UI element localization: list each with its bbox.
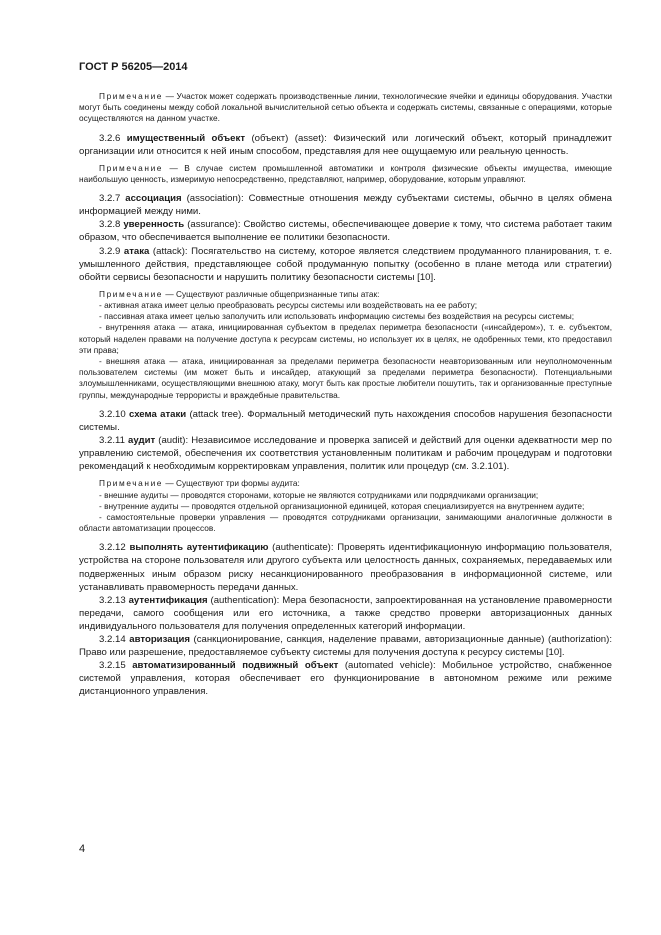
term-3-2-13: 3.2.13 аутентификация (authentication): Мера безопасности, запроектированная на установление правомерности передачи, самого сообщения или его источника, а также средство проверки авторизационных данных индивидуального пользователя для получения определенных категорий информации. (79, 594, 613, 632)
term-name: автоматизированный подвижный объект (132, 660, 339, 672)
term-3-2-8: 3.2.8 уверенность (assurance): Свойство системы, обеспечивающее доверие к тому, что система работает таким образом, что обеспечивается выполнение ее политики безопасности. (79, 219, 612, 244)
list-item: - пассивная атака имеет целью заполучить или использовать информацию системы без воздействия на ресурсы системы; (99, 311, 575, 322)
term-name: авторизация (129, 634, 190, 646)
term-3-2-9: 3.2.9 атака (attack): Посягательство на систему, которое является следствием продуманного планирования, т. е. умышленного действия, представляющее собой продуманную попытку (особенно в плане метода или стратегии) обойти сервисы безопасности и нарушить политику безопасности системы [10]. (79, 245, 612, 283)
note-label: Примечание (99, 288, 164, 299)
note-text: Участок может содержать производственные линии, технологические ячейки и единицы оборудования. Участки могут быть соединены между собой локальной вычислительной сетью объекта и содержать системы, связанные с операциями, которые осуществляются на данном участке. (79, 91, 612, 124)
term-3-2-7: 3.2.7 ассоциация (association): Совместные отношения между субъектами системы, обычно в целях обмена информацией между ними. (79, 193, 612, 218)
list-item: - активная атака имеет целью преобразовать ресурсы системы или воздействовать на ее работу; (99, 300, 478, 311)
note-4: Примечание — Существуют три формы аудита: - внешние аудиты — проводятся сторонами, которые не являются сотрудниками или подрядчиками организации; - внутренние аудиты — проводятся отдельной организационной единицей, которая специализируется на внутреннем аудите; - самостоятельные проверки управления — проводятся сотрудниками организации, занимающими аналогичные должности в области автоматизации процессов. (79, 478, 612, 534)
term-3-2-10: 3.2.10 схема атаки (attack tree). Формальный методический путь нахождения способов нарушения безопасности системы. (79, 408, 612, 433)
list-item: - самостоятельные проверки управления — проводятся сотрудниками организации, занимающими аналогичные должности в области автоматизации процессов. (79, 511, 612, 534)
list-item: - внешняя атака — атака, инициированная за пределами периметра безопасности неавторизованным или неуполномоченным пользователем системы (им может быть и инсайдер, атакующий за пределами периметра безопасности). Потенциальными злоумышленниками, осуществляющими внешнюю атаку, могут быть как простые любители пошутить, так и организованные преступные группы, международные террористы и враждебные правительства. (79, 356, 612, 400)
standard-header: ГОСТ Р 56205—2014 (79, 61, 188, 73)
list-item: - внешние аудиты — проводятся сторонами, которые не являются сотрудниками или подрядчиками организации; (99, 489, 539, 500)
note-intro: Существуют различные общепризнанные типы атак: (175, 288, 380, 299)
term-name: ассоциация (125, 193, 182, 205)
term-name: выполнять аутентификацию (129, 542, 269, 554)
term-name: атака (123, 245, 150, 257)
term-3-2-14: 3.2.14 авторизация (санкционирование, санкция, наделение правами, авторизационные данные) (authorization): Право или разрешение, предоставляемое субъекту системы для получения доступа к ресурсу системы [10]. (79, 634, 613, 659)
term-name: схема атаки (128, 408, 187, 420)
term-3-2-6: 3.2.6 имущественный объект (объект) (asset): Физический или логический объект, который принадлежит организации или относится к ней иным способом, представляя для нее ощущаемую или реальную ценность. (79, 132, 612, 157)
note-intro: Существуют три формы аудита: (175, 478, 300, 489)
note-label: Примечание (99, 162, 164, 173)
note-3: Примечание — Существуют различные общепризнанные типы атак: - активная атака имеет целью преобразовать ресурсы системы или воздействовать на ее работу; - пассивная атака имеет целью заполучить или использовать информацию системы без воздействия на ресурсы системы; - внутренняя атака — атака, инициированная субъектом в пределах периметра безопасности («инсайдером»), т. е. субъектом, который наделен правами на получение доступа к ресурсам системы, но использует их в целях, не одобренных теми, кто предоставил эти права; - внешняя атака — атака, инициированная за пределами периметра безопасности неавторизованным или неуполномоченным пользователем системы (им может быть и инсайдер, атакующий за пределами периметра безопасности). Потенциальными злоумышленниками, осуществляющими внешнюю атаку, могут быть как простые любители пошутить, так и организованные преступные группы, международные террористы и враждебные правительства. (79, 288, 612, 400)
page-number: 4 (79, 843, 86, 855)
term-3-2-15: 3.2.15 автоматизированный подвижный объект (automated vehicle): Мобильное устройство, снабженное системой управления, которая обеспечивает его функционирование в автономном режиме или режиме дистанционного управления. (79, 660, 612, 698)
document-body (79, 91, 612, 699)
note-1: Примечание — Участок может содержать производственные линии, технологические ячейки и единицы оборудования. Участки могут быть соединены между собой локальной вычислительной сетью объекта и содержать системы, связанные с операциями, которые осуществляются на данном участке. (79, 91, 612, 124)
list-item: - внутренние аудиты — проводятся отдельной организационной единицей, которая специализируется на внутреннем аудите; (99, 500, 585, 511)
term-name: аутентификация (128, 594, 208, 606)
note-text: В случае систем промышленной автоматики и контроля физические объекты имущества, имеющие наибольшую ценность, измеримую непосредственно, представляют, например, оборудование, которым управляют. (79, 162, 612, 184)
term-name: аудит (128, 435, 156, 447)
note-label: Примечание (99, 478, 164, 489)
note-2: Примечание — В случае систем промышленной автоматики и контроля физические объекты имущества, имеющие наибольшую ценность, измеримую непосредственно, представляют, например, оборудование, которым управляют. (79, 162, 612, 184)
note-label: Примечание (99, 91, 164, 101)
term-name: уверенность (123, 219, 185, 231)
term-3-2-11: 3.2.11 аудит (audit): Независимое исследование и проверка записей и действий для оценки адекватности мер по управлению системой, обеспечения их соответствия установленным политикам и рабочим процедурам и подготовки рекомендаций к необходимым корректировкам управления, политик или процедур (см. 3.2.101). (79, 435, 612, 473)
list-item: - внутренняя атака — атака, инициированная субъектом в пределах периметра безопасности («инсайдером»), т. е. субъектом, который наделен правами на получение доступа к ресурсам системы, но использует их в целях, не одобренных теми, кто предоставил эти права; (79, 322, 612, 355)
term-name: имущественный объект (126, 132, 246, 144)
term-3-2-12: 3.2.12 выполнять аутентификацию (authenticate): Проверять идентификационную информацию пользователя, устройства на стороне пользователя или другого субъекта или целостность данных, сохраняемых, передаваемых или подверженных иным образом риску несанкционированного преобразования в информационной системе, или устанавливать правомерность передачи данных. (79, 542, 612, 593)
